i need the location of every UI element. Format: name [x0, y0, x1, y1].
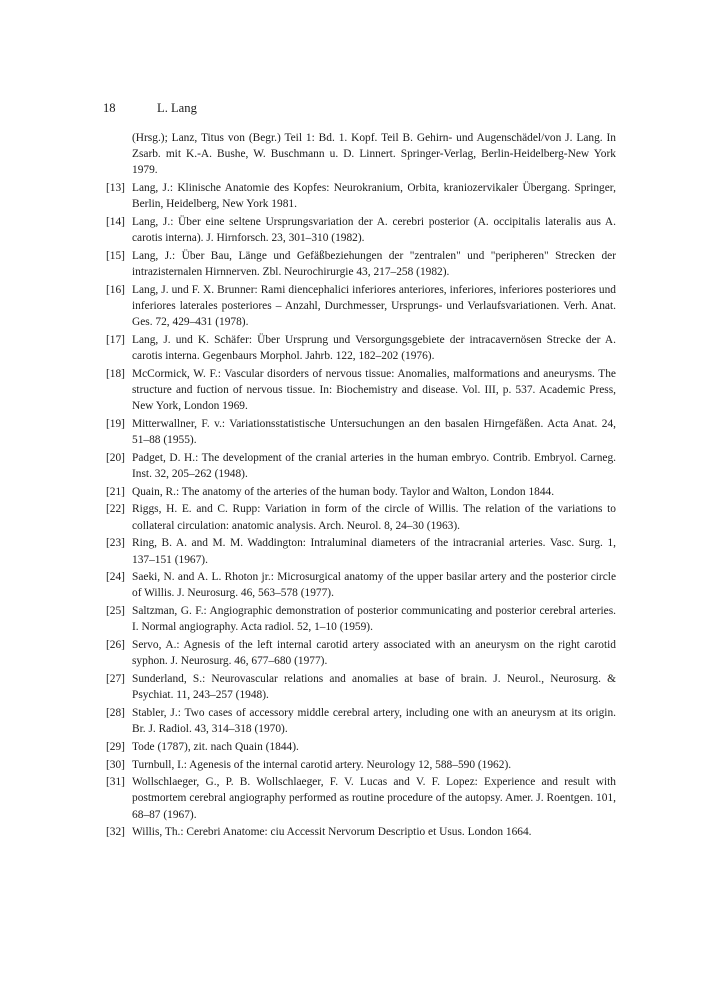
reference-text: Lang, J. und K. Schäfer: Über Ursprung und Versorgungsgebiete der intracavernösen Strecke der A. carotis interna. Gegenbaurs Morphol. Jahrb. 122, 182–202 (1976). — [132, 333, 616, 363]
reference-number: [16] — [106, 283, 125, 296]
reference-text: Riggs, H. E. and C. Rupp: Variation in form of the circle of Willis. The relation of the variations to collateral circulation: anatomic analysis. Arch. Neurol. 8, 24–30 (1963). — [132, 503, 616, 532]
reference-text: Lang, J.: Über eine seltene Ursprungsvariation der A. cerebri posterior (A. occipitalis lateralis aus A. carotis interna). J. Hirnforsch. 23, 301–310 (1982). — [132, 216, 616, 245]
reference-text: Saltzman, G. F.: Angiographic demonstration of posterior communicating and posterior cerebral arteries. I. Normal angiography. Acta radiol. 52, 1–10 (1959). — [132, 605, 616, 634]
reference-text: (Hrsg.); Lanz, Titus von (Begr.) Teil 1: Bd. 1. Kopf. Teil B. Gehirn- und Augenschädel/von J. Lang. In Zsarb. mit K.-A. Bushe, W. Buschmann u. D. Linnert. Springer-Verlag, Berlin-Heidelberg-New York 1979. — [132, 132, 616, 177]
reference-number: [30] — [106, 758, 125, 771]
reference-text: Lang, J.: Klinische Anatomie des Kopfes: Neurokranium, Orbita, kraniozervikaler Übergang. Springer, Berlin, Heidelberg, New York 1981. — [132, 182, 616, 211]
reference-text: Stabler, J.: Two cases of accessory middle cerebral artery, including one with an aneurysm at its origin. Br. J. Radiol. 43, 314–318 (1970). — [132, 706, 616, 736]
reference-number: [19] — [106, 417, 125, 430]
reference-entry — [106, 130, 616, 179]
reference-number: [29] — [106, 740, 125, 753]
reference-number: [25] — [106, 605, 125, 618]
reference-number: [31] — [106, 776, 125, 789]
reference-text: Tode (1787), zit. nach Quain (1844). — [132, 740, 299, 753]
reference-number: [27] — [106, 673, 125, 685]
running-head-author: L. Lang — [157, 101, 197, 115]
reference-entry — [106, 366, 616, 415]
reference-entry — [106, 671, 616, 703]
reference-entry — [106, 214, 616, 246]
reference-text: Willis, Th.: Cerebri Anatome: ciu Accessit Nervorum Descriptio et Usus. London 1664. — [132, 826, 532, 839]
reference-number: [18] — [106, 367, 125, 380]
reference-number: [32] — [106, 826, 125, 839]
reference-text: Lang, J.: Über Bau, Länge und Gefäßbeziehungen der "zentralen" und "peripheren" Strecken der intrazisternalen Hirnnerven. Zbl. Neurochirurgie 43, 217–258 (1982). — [132, 249, 616, 279]
reference-text: Turnbull, I.: Agenesis of the internal carotid artery. Neurology 12, 588–590 (1962). — [132, 758, 512, 771]
reference-entry — [106, 535, 616, 567]
reference-text: Padget, D. H.: The development of the cranial arteries in the human embryo. Contrib. Embryol. Carneg. Inst. 32, 205–262 (1948). — [132, 451, 616, 481]
reference-number: [21] — [106, 485, 125, 498]
reference-text: Mitterwallner, F. v.: Variationsstatistische Untersuchungen an den basalen Hirngefäßen. Acta Anat. 24, 51–88 (1955). — [132, 417, 616, 447]
reference-entry — [106, 501, 616, 533]
reference-entry — [106, 248, 616, 280]
reference-text: Ring, B. A. and M. M. Waddington: Intraluminal diameters of the intracranial arteries. Vasc. Surg. 1, 137–151 (1967). — [132, 537, 616, 566]
reference-entry — [106, 416, 616, 448]
reference-text: Servo, A.: Agnesis of the left internal carotid artery associated with an aneurysm on the right carotid syphon. J. Neurosurg. 46, 677–680 (1977). — [132, 639, 616, 668]
reference-entry — [106, 282, 616, 331]
reference-number: [14] — [106, 216, 125, 229]
reference-number: [13] — [106, 182, 125, 195]
reference-entry — [106, 739, 616, 755]
reference-entry — [106, 180, 616, 212]
running-head — [103, 100, 197, 116]
reference-entry — [106, 705, 616, 737]
reference-text: Saeki, N. and A. L. Rhoton jr.: Microsurgical anatomy of the upper basilar artery and the posterior circle of Willis. J. Neurosurg. 46, 563–578 (1977). — [132, 571, 616, 600]
reference-number: [24] — [106, 571, 125, 584]
reference-entry — [106, 484, 616, 500]
reference-list — [106, 130, 616, 842]
reference-text: Sunderland, S.: Neurovascular relations and anomalies at base of brain. J. Neurol., Neurosurg. & Psychiat. 11, 243–257 (1948). — [132, 673, 616, 702]
reference-text: Quain, R.: The anatomy of the arteries of the human body. Taylor and Walton, London 1844. — [132, 485, 555, 498]
reference-text: Wollschlaeger, G., P. B. Wollschlaeger, F. V. Lucas and V. F. Lopez: Experience and result with postmortem cerebral angiography performed as routine procedure of the autopsy. Amer. J. Roentgen. 101, 68–87 (1967). — [132, 776, 616, 821]
reference-number: [17] — [106, 333, 125, 346]
reference-entry — [106, 332, 616, 364]
reference-entry — [106, 757, 616, 773]
reference-text: Lang, J. und F. X. Brunner: Rami diencephalici inferiores anteriores, inferiores, inferiores posteriores und inferiores laterales posteriores – Anzahl, Durchmesser, Ursprungs- und Verlaufsvariationen. Verh. Anat. Ges. 72, 429–431 (1978). — [132, 283, 616, 329]
reference-entry — [106, 637, 616, 669]
page-number: 18 — [103, 101, 116, 115]
reference-entry — [106, 569, 616, 601]
reference-number: [23] — [106, 537, 125, 550]
reference-number: [22] — [106, 503, 125, 516]
reference-number: [28] — [106, 706, 125, 719]
reference-entry — [106, 450, 616, 482]
reference-entry — [106, 774, 616, 823]
reference-number: [26] — [106, 639, 125, 652]
reference-entry — [106, 603, 616, 635]
reference-text: McCormick, W. F.: Vascular disorders of nervous tissue: Anomalies, malformations and aneurysms. The structure and fuction of nervous tissue. In: Biochemistry and disease. Vol. III, p. 537. Academic Press, New York, London 1969. — [132, 367, 616, 413]
reference-number: [15] — [106, 249, 125, 262]
reference-number: [20] — [106, 451, 125, 464]
reference-entry — [106, 824, 616, 840]
